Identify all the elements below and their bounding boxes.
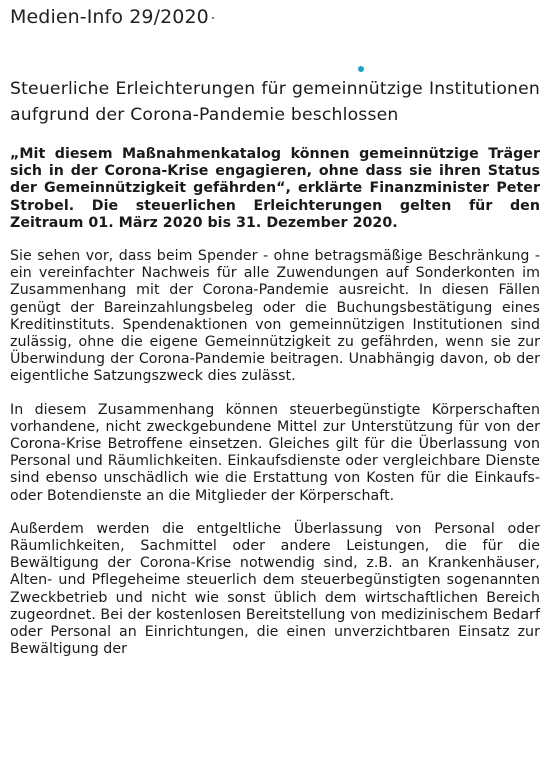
body-paragraph-3: Außerdem werden die entgeltliche Überlassung von Personal oder Räumlichkeiten, Sachmittel oder andere Leistungen, die für die Bewältigung der Corona-Krise notwendig sind, z.B. an Krankenhäuser, Alten- und Pflegeheime steuerlich dem steuerbegünstigten sogenannten Zweckbetrieb und nicht wie sonst üblich dem wirtschaftlichen Bereich zugeordnet. Bei der kostenlosen Bereitstellung von medizinischem Bedarf oder Personal an Einrichtungen, die einen unverzichtbaren Einsatz zur Bewältigung der — [10, 520, 540, 658]
article-headline: Steuerliche Erleichterungen für gemeinnützige Institutionen aufgrund der Corona-Pandemie beschlossen — [10, 79, 540, 125]
header-dot — [212, 17, 214, 19]
document-page — [10, 0, 540, 658]
body-paragraph-1: Sie sehen vor, dass beim Spender - ohne betragsmäßige Beschränkung - ein vereinfachter Nachweis für alle Zuwendungen auf Sonderkonten im Zusammenhang mit der Corona-Pandemie ausreicht. In diesen Fällen genügt der Bareinzahlungsbeleg oder die Buchungsbestätigung eines Kreditinstituts. Spendenaktionen von gemeinnützigen Institutionen sind zulässig, ohne die eigene Gemeinnützigkeit zu gefährden, wenn sie zur Überwindung der Corona-Pandemie beitragen. Unabhängig davon, ob der eigentliche Satzungszweck dies zulässt. — [10, 248, 540, 385]
lead-paragraph: „Mit diesem Maßnahmenkatalog können gemeinnützige Träger sich in der Corona-Krise engagieren, ohne dass sie ihren Status der Gemeinnützigkeit gefährden“, erklärte Finanzminister Peter Strobel. Die steuerlichen Erleichterungen gelten für den Zeitraum 01. März 2020 bis 31. Dezember 2020. — [10, 146, 540, 231]
body-paragraph-2: In diesem Zusammenhang können steuerbegünstigte Körperschaften vorhandene, nicht zweckgebundene Mittel zur Unterstützung für von der Corona-Krise Betroffene einsetzen. Gleiches gilt für die Überlassung von Personal und Räumlichkeiten. Einkaufsdienste oder vergleichbare Dienste sind ebenso unschädlich wie die Erstattung von Kosten für die Einkaufs- oder Botendienste an die Mitglieder der Körperschaft. — [10, 401, 540, 504]
media-info-header — [10, 4, 540, 30]
media-info-title: Medien-Info 29/2020 — [10, 6, 209, 28]
